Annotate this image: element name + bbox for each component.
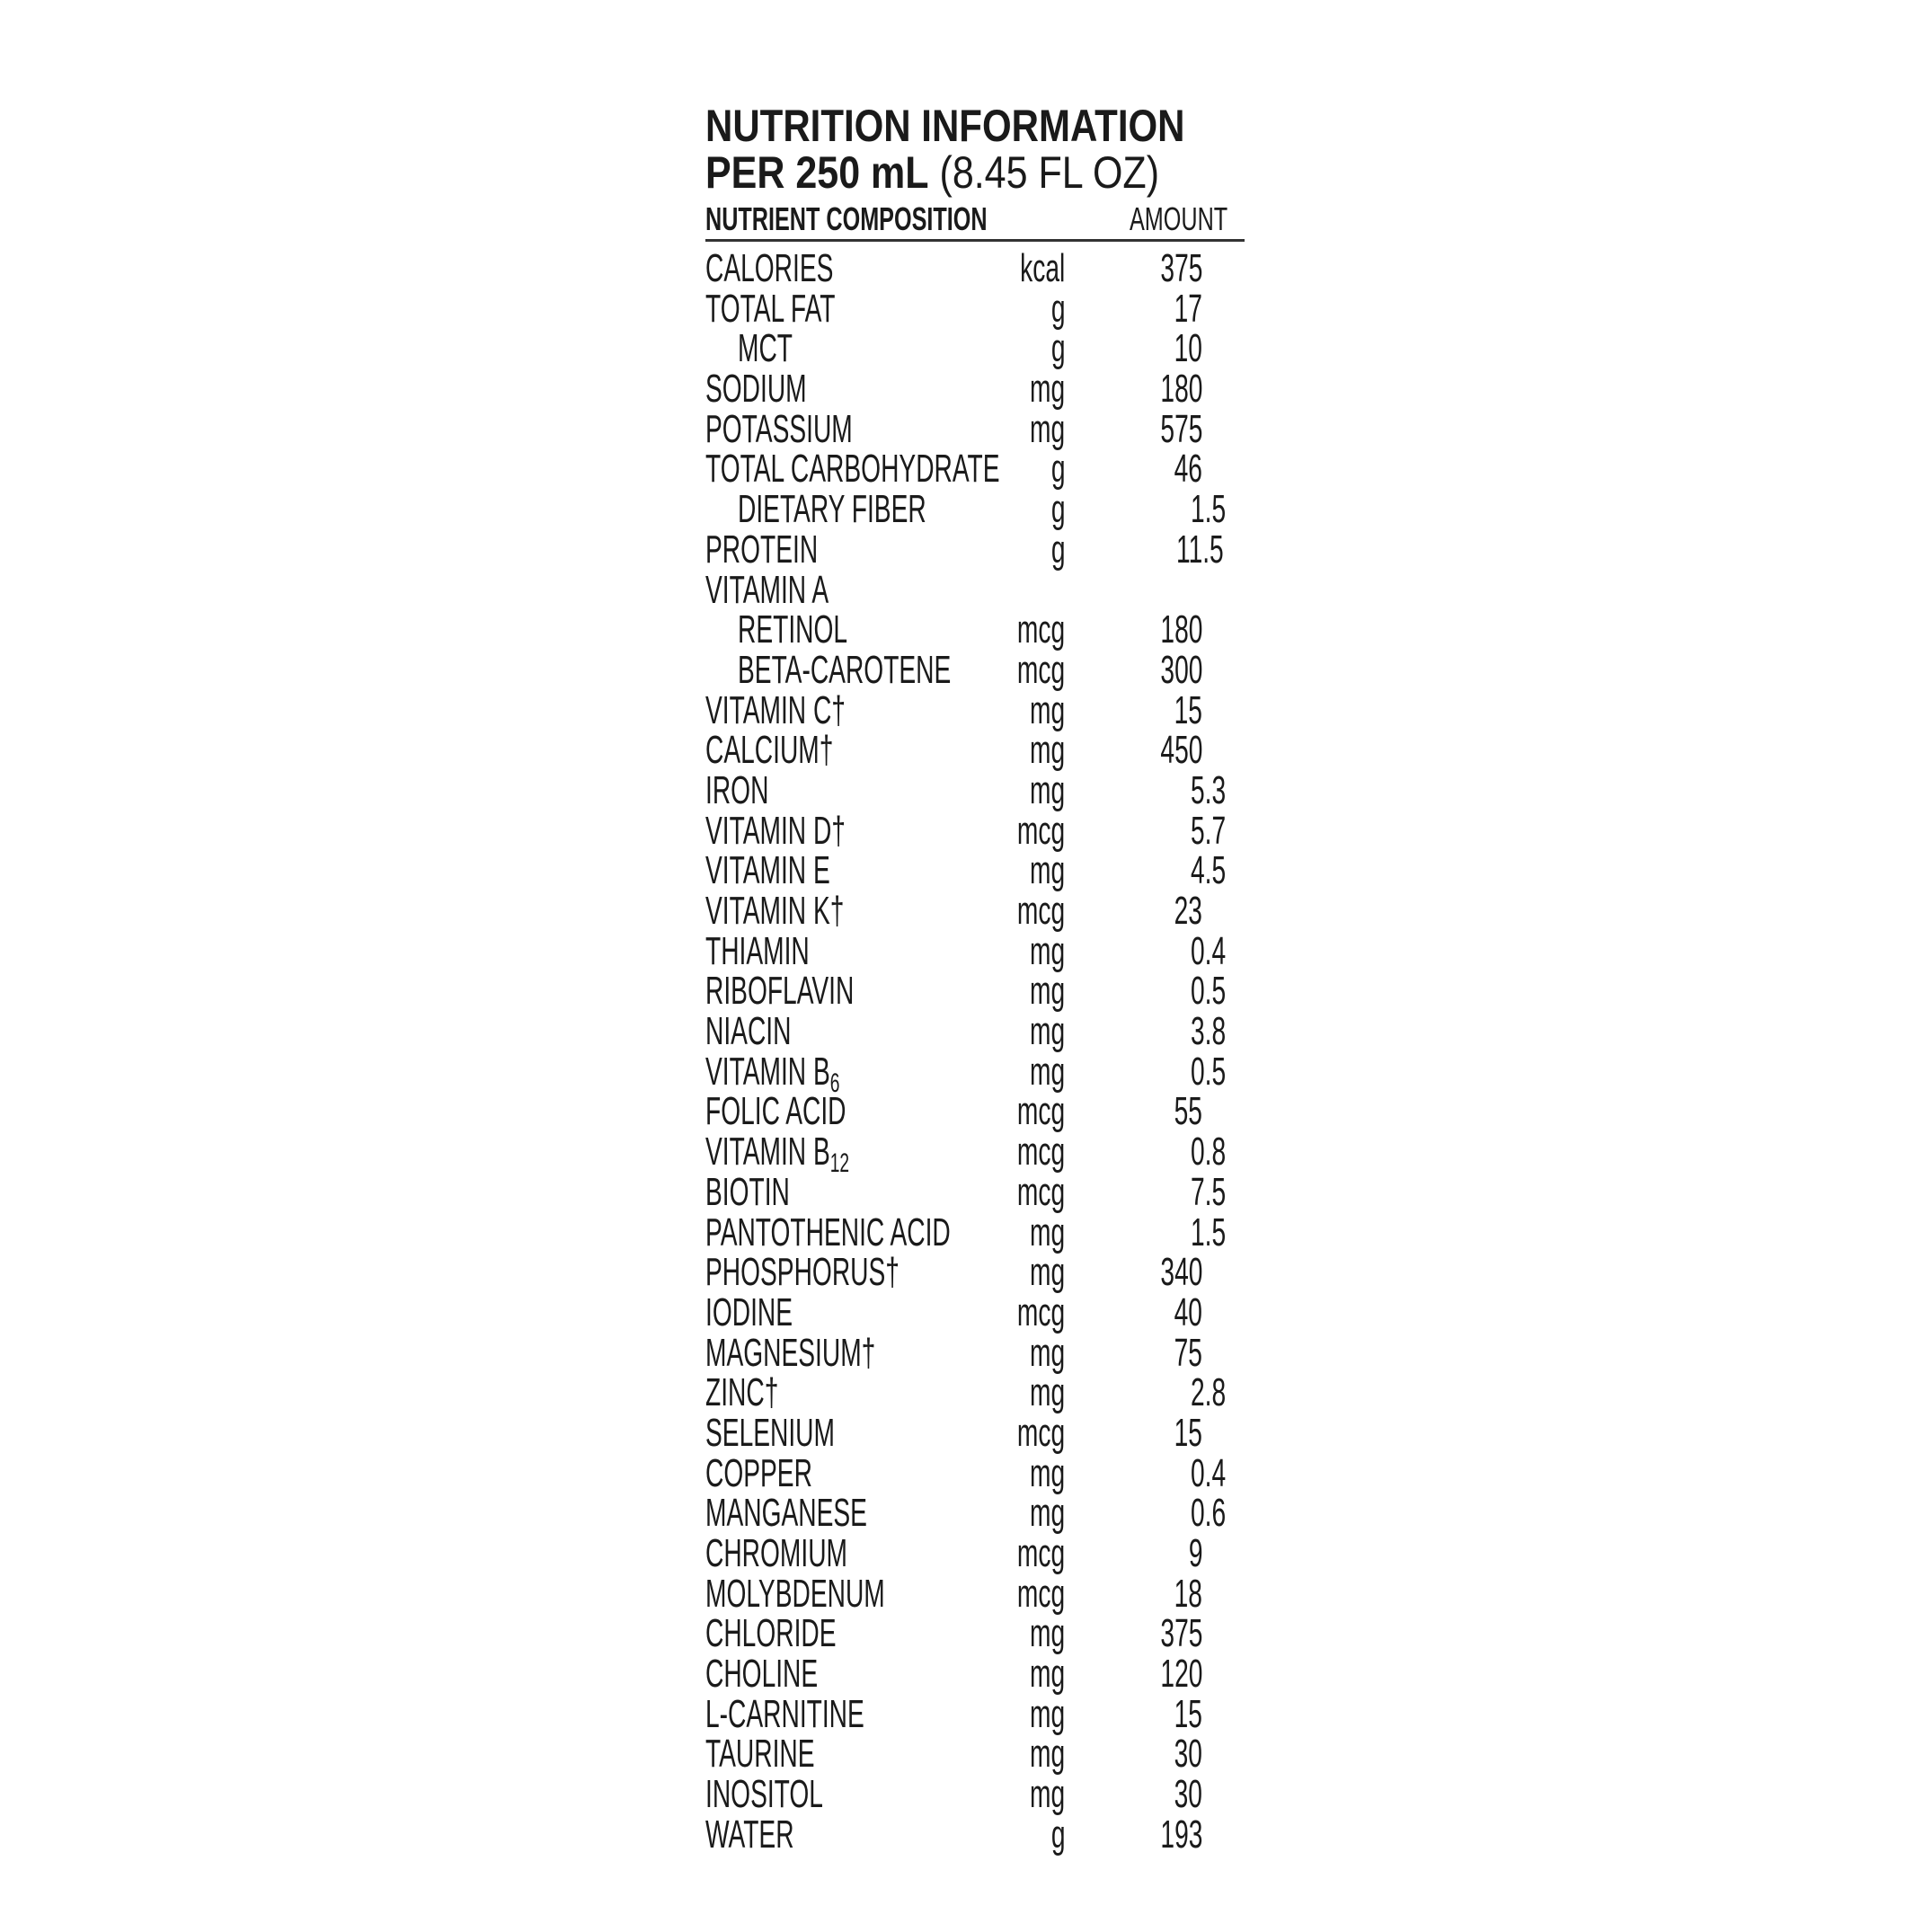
nutrient-name-text: RIBOFLAVIN xyxy=(705,969,855,1014)
nutrient-name xyxy=(705,448,1000,490)
nutrient-name xyxy=(705,850,830,891)
nutrient-name-subscript: 6 xyxy=(829,1068,840,1098)
nutrient-row xyxy=(705,891,1245,931)
nutrient-row xyxy=(705,728,1245,773)
nutrient-row xyxy=(705,1450,1245,1495)
nutrient-row xyxy=(705,487,1245,532)
nutrient-row xyxy=(705,609,1245,650)
nutrient-row xyxy=(705,326,1245,371)
nutrient-amount: 575 xyxy=(1160,406,1202,451)
nutrient-amount: 17 xyxy=(1174,286,1202,331)
nutrient-amount: 4.5 xyxy=(1190,848,1226,893)
nutrient-unit: mg xyxy=(1029,1250,1065,1295)
nutrient-name xyxy=(705,1330,876,1375)
nutrient-name-text: IRON xyxy=(705,767,769,812)
nutrient-name-text: BIOTIN xyxy=(705,1169,790,1214)
nutrient-amount: 30 xyxy=(1174,1732,1202,1777)
nutrient-name-text: MOLYBDENUM xyxy=(705,1571,885,1616)
nutrient-name-text: TOTAL CARBOHYDRATE xyxy=(705,447,1000,492)
nutrient-row xyxy=(705,1212,1245,1253)
nutrient-name-text: VITAMIN B xyxy=(705,1130,830,1174)
nutrient-amount: 9 xyxy=(1188,1531,1202,1575)
nutrient-name-text: MAGNESIUM† xyxy=(705,1330,876,1375)
nutrient-row xyxy=(705,1009,1245,1054)
nutrient-name-text: SODIUM xyxy=(705,367,807,412)
nutrient-amount: 7.5 xyxy=(1190,1169,1226,1214)
nutrient-row xyxy=(705,529,1245,570)
nutrient-name xyxy=(705,891,844,932)
nutrient-unit: g xyxy=(1050,1812,1065,1857)
nutrient-row xyxy=(705,1652,1245,1697)
nutrient-amount: 0.4 xyxy=(1190,1450,1226,1495)
nutrient-amount: 193 xyxy=(1160,1812,1202,1857)
nutrient-amount: 15 xyxy=(1174,1410,1202,1455)
nutrient-unit: mg xyxy=(1029,1370,1065,1415)
nutrient-amount: 15 xyxy=(1174,687,1202,732)
nutrient-row xyxy=(705,1814,1245,1855)
nutrient-amount: 340 xyxy=(1160,1250,1202,1295)
nutrient-name xyxy=(705,1774,823,1815)
nutrient-name-text: VITAMIN B xyxy=(705,1049,830,1094)
nutrient-amount: 5.7 xyxy=(1190,808,1226,853)
nutrient-name xyxy=(705,767,769,812)
nutrient-name xyxy=(705,288,835,330)
nutrient-unit: g xyxy=(1050,286,1065,331)
nutrient-row xyxy=(705,969,1245,1014)
nutrient-name xyxy=(705,1212,951,1254)
nutrient-row xyxy=(705,1611,1245,1656)
nutrient-unit: mcg xyxy=(1016,1531,1065,1575)
nutrient-name xyxy=(705,730,833,771)
nutrient-name xyxy=(705,808,846,853)
nutrient-amount: 0.6 xyxy=(1190,1491,1226,1536)
nutrient-name-text: WATER xyxy=(705,1812,794,1857)
nutrient-unit: mg xyxy=(1029,1652,1065,1697)
nutrient-name xyxy=(705,406,853,451)
nutrient-amount: 3.8 xyxy=(1190,1009,1226,1054)
nutrient-amount: 180 xyxy=(1160,607,1202,652)
nutrient-name-text: RETINOL xyxy=(738,607,848,652)
nutrient-amount: 18 xyxy=(1174,1571,1202,1616)
nutrient-name xyxy=(738,489,926,530)
column-header-amount: AMOUNT xyxy=(1130,200,1228,237)
nutrient-unit: g xyxy=(1050,487,1065,532)
nutrient-unit: g xyxy=(1050,326,1065,371)
nutrient-row xyxy=(705,567,1245,612)
nutrient-row xyxy=(705,1089,1245,1134)
nutrient-row xyxy=(705,1410,1245,1455)
nutrient-amount: 0.5 xyxy=(1190,1049,1226,1094)
nutrient-name xyxy=(705,1613,837,1654)
nutrient-name xyxy=(705,1733,815,1775)
nutrient-row xyxy=(705,1169,1245,1214)
nutrient-row xyxy=(705,406,1245,451)
nutrient-name-text: CHROMIUM xyxy=(705,1531,847,1575)
nutrient-row xyxy=(705,687,1245,732)
nutrient-unit: mg xyxy=(1029,367,1065,412)
nutrient-amount: 1.5 xyxy=(1190,1210,1226,1254)
nutrient-amount: 75 xyxy=(1174,1330,1202,1375)
nutrient-name xyxy=(705,1252,900,1293)
nutrient-amount: 120 xyxy=(1160,1652,1202,1697)
nutrient-unit: mg xyxy=(1029,1049,1065,1094)
nutrient-amount: 375 xyxy=(1160,246,1202,290)
nutrient-name-text: CALORIES xyxy=(705,246,834,290)
nutrient-table xyxy=(705,248,1245,1855)
nutrient-name xyxy=(705,1653,818,1695)
nutrient-row xyxy=(705,928,1245,973)
nutrient-unit: mg xyxy=(1029,728,1065,773)
nutrient-amount: 30 xyxy=(1174,1772,1202,1817)
nutrient-name-text: TOTAL FAT xyxy=(705,286,836,331)
nutrient-name-text: CALCIUM† xyxy=(705,728,834,773)
nutrient-name xyxy=(705,248,833,289)
nutrient-row xyxy=(705,1049,1245,1098)
nutrient-name xyxy=(738,328,793,369)
nutrient-unit: mg xyxy=(1029,848,1065,893)
nutrient-name xyxy=(705,1289,793,1334)
nutrient-row xyxy=(705,367,1245,412)
nutrient-name xyxy=(705,1011,791,1052)
nutrient-name-text: ZINC† xyxy=(705,1370,779,1415)
nutrient-unit: mg xyxy=(1029,969,1065,1014)
nutrient-name xyxy=(705,687,846,732)
nutrient-name xyxy=(738,609,847,651)
nutrient-amount: 55 xyxy=(1174,1089,1202,1134)
nutrient-amount: 23 xyxy=(1174,889,1202,933)
nutrient-name-text: IODINE xyxy=(705,1289,793,1334)
nutrient-name-text: VITAMIN A xyxy=(705,567,829,612)
nutrient-unit: mg xyxy=(1029,1611,1065,1656)
nutrient-row xyxy=(705,1691,1245,1736)
nutrient-name xyxy=(705,1533,847,1574)
nutrient-name xyxy=(705,1169,790,1214)
nutrient-name-text: CHLORIDE xyxy=(705,1611,837,1656)
nutrient-row xyxy=(705,288,1245,329)
nutrient-name-subscript: 12 xyxy=(829,1148,850,1179)
column-header-nutrient: NUTRIENT COMPOSITION xyxy=(705,200,988,237)
nutrient-amount: 46 xyxy=(1174,447,1202,492)
nutrient-unit: mcg xyxy=(1016,1571,1065,1616)
nutrient-name xyxy=(705,928,810,973)
nutrient-amount: 0.8 xyxy=(1190,1130,1226,1174)
nutrient-name-text: PHOSPHORUS† xyxy=(705,1250,900,1295)
nutrient-name xyxy=(705,368,807,410)
nutrient-row xyxy=(705,808,1245,853)
nutrient-amount: 2.8 xyxy=(1190,1370,1226,1415)
nutrient-amount: 11.5 xyxy=(1176,527,1224,572)
nutrient-unit: g xyxy=(1050,447,1065,492)
nutrient-row xyxy=(705,1330,1245,1375)
nutrient-row xyxy=(705,1289,1245,1334)
nutrient-name xyxy=(705,1573,885,1615)
nutrient-name-text: PANTOTHENIC ACID xyxy=(705,1210,951,1254)
nutrient-unit: mcg xyxy=(1016,1089,1065,1134)
nutrient-unit: mcg xyxy=(1016,647,1065,692)
nutrient-row xyxy=(705,1533,1245,1573)
nutrient-unit: mg xyxy=(1029,1732,1065,1777)
nutrient-unit: kcal xyxy=(1019,246,1065,290)
nutrient-unit: mg xyxy=(1029,1450,1065,1495)
nutrient-unit: mcg xyxy=(1016,1289,1065,1334)
nutrient-unit: mcg xyxy=(1016,808,1065,853)
nutrient-unit: mg xyxy=(1029,1330,1065,1375)
nutrient-name-text: MCT xyxy=(738,326,793,371)
nutrient-name xyxy=(705,1372,778,1414)
nutrient-name-text: VITAMIN K† xyxy=(705,889,845,933)
nutrient-name-text: SELENIUM xyxy=(705,1410,835,1455)
nutrient-unit: mg xyxy=(1029,1009,1065,1054)
serving-size-rest: (8.45 FL OZ) xyxy=(928,147,1160,198)
nutrient-amount: 15 xyxy=(1174,1691,1202,1736)
nutrient-unit: mg xyxy=(1029,928,1065,973)
nutrient-unit: mg xyxy=(1029,767,1065,812)
nutrient-unit: mg xyxy=(1029,687,1065,732)
nutrient-name-text: DIETARY FIBER xyxy=(738,487,926,532)
nutrient-name xyxy=(705,1493,867,1534)
nutrient-row xyxy=(705,850,1245,891)
nutrient-name-text: THIAMIN xyxy=(705,928,810,973)
nutrient-amount: 1.5 xyxy=(1190,487,1226,532)
nutrient-row xyxy=(705,1732,1245,1777)
nutrient-unit: mcg xyxy=(1016,1410,1065,1455)
nutrient-name-text: VITAMIN D† xyxy=(705,808,846,853)
nutrient-row xyxy=(705,767,1245,812)
nutrient-row xyxy=(705,1372,1245,1413)
nutrient-name xyxy=(705,1814,794,1856)
nutrient-name-text: INOSITOL xyxy=(705,1772,823,1817)
nutrient-unit: mg xyxy=(1029,406,1065,451)
nutrient-name-text: VITAMIN C† xyxy=(705,687,846,732)
nutrient-name xyxy=(738,647,952,692)
nutrient-name-text: L-CARNITINE xyxy=(705,1691,864,1736)
nutrient-amount: 300 xyxy=(1160,647,1202,692)
nutrient-unit: mg xyxy=(1029,1210,1065,1254)
nutrient-unit: mcg xyxy=(1016,1130,1065,1174)
nutrient-name-text: MANGANESE xyxy=(705,1491,867,1536)
nutrient-name-text: PROTEIN xyxy=(705,527,819,572)
nutrient-name-text: BETA-CAROTENE xyxy=(738,647,952,692)
nutrient-amount: 40 xyxy=(1174,1289,1202,1334)
nutrient-amount: 0.4 xyxy=(1190,928,1226,973)
nutrient-row xyxy=(705,647,1245,692)
nutrient-name-text: NIACIN xyxy=(705,1009,792,1054)
nutrient-unit: mcg xyxy=(1016,889,1065,933)
nutrient-unit: mg xyxy=(1029,1491,1065,1536)
nutrient-unit: mg xyxy=(1029,1691,1065,1736)
nutrient-name xyxy=(705,1691,864,1736)
nutrient-amount: 5.3 xyxy=(1190,767,1226,812)
nutrient-name-text: POTASSIUM xyxy=(705,406,853,451)
nutrient-unit: mg xyxy=(1029,1772,1065,1817)
nutrient-amount: 180 xyxy=(1160,367,1202,412)
nutrient-name xyxy=(705,970,854,1012)
nutrient-name-text: TAURINE xyxy=(705,1732,815,1777)
header-divider xyxy=(705,239,1245,242)
nutrient-name xyxy=(705,529,818,571)
nutrient-amount: 375 xyxy=(1160,1611,1202,1656)
nutrient-row xyxy=(705,248,1245,288)
nutrient-name-text: COPPER xyxy=(705,1450,812,1495)
nutrient-row xyxy=(705,447,1245,492)
nutrient-amount: 450 xyxy=(1160,728,1202,773)
nutrient-name-text: CHOLINE xyxy=(705,1652,819,1697)
nutrient-row xyxy=(705,1250,1245,1295)
nutrient-name xyxy=(705,1091,846,1132)
nutrient-name xyxy=(705,1410,835,1455)
nutrient-row xyxy=(705,1130,1245,1179)
nutrient-amount: 0.5 xyxy=(1190,969,1226,1014)
nutrient-row xyxy=(705,1491,1245,1536)
panel-title: NUTRITION INFORMATION xyxy=(705,101,1185,151)
nutrient-name xyxy=(705,1450,812,1495)
nutrient-name-text: FOLIC ACID xyxy=(705,1089,846,1134)
nutrient-row xyxy=(705,1772,1245,1817)
nutrient-name xyxy=(705,567,829,612)
nutrient-name-text: VITAMIN E xyxy=(705,848,830,893)
nutrient-amount: 10 xyxy=(1174,326,1202,371)
nutrient-row xyxy=(705,1573,1245,1614)
serving-size xyxy=(705,147,1159,198)
nutrient-unit: g xyxy=(1050,527,1065,572)
nutrient-unit: mcg xyxy=(1016,1169,1065,1214)
nutrient-unit: mcg xyxy=(1016,607,1065,652)
serving-size-bold: PER 250 mL xyxy=(705,147,929,198)
